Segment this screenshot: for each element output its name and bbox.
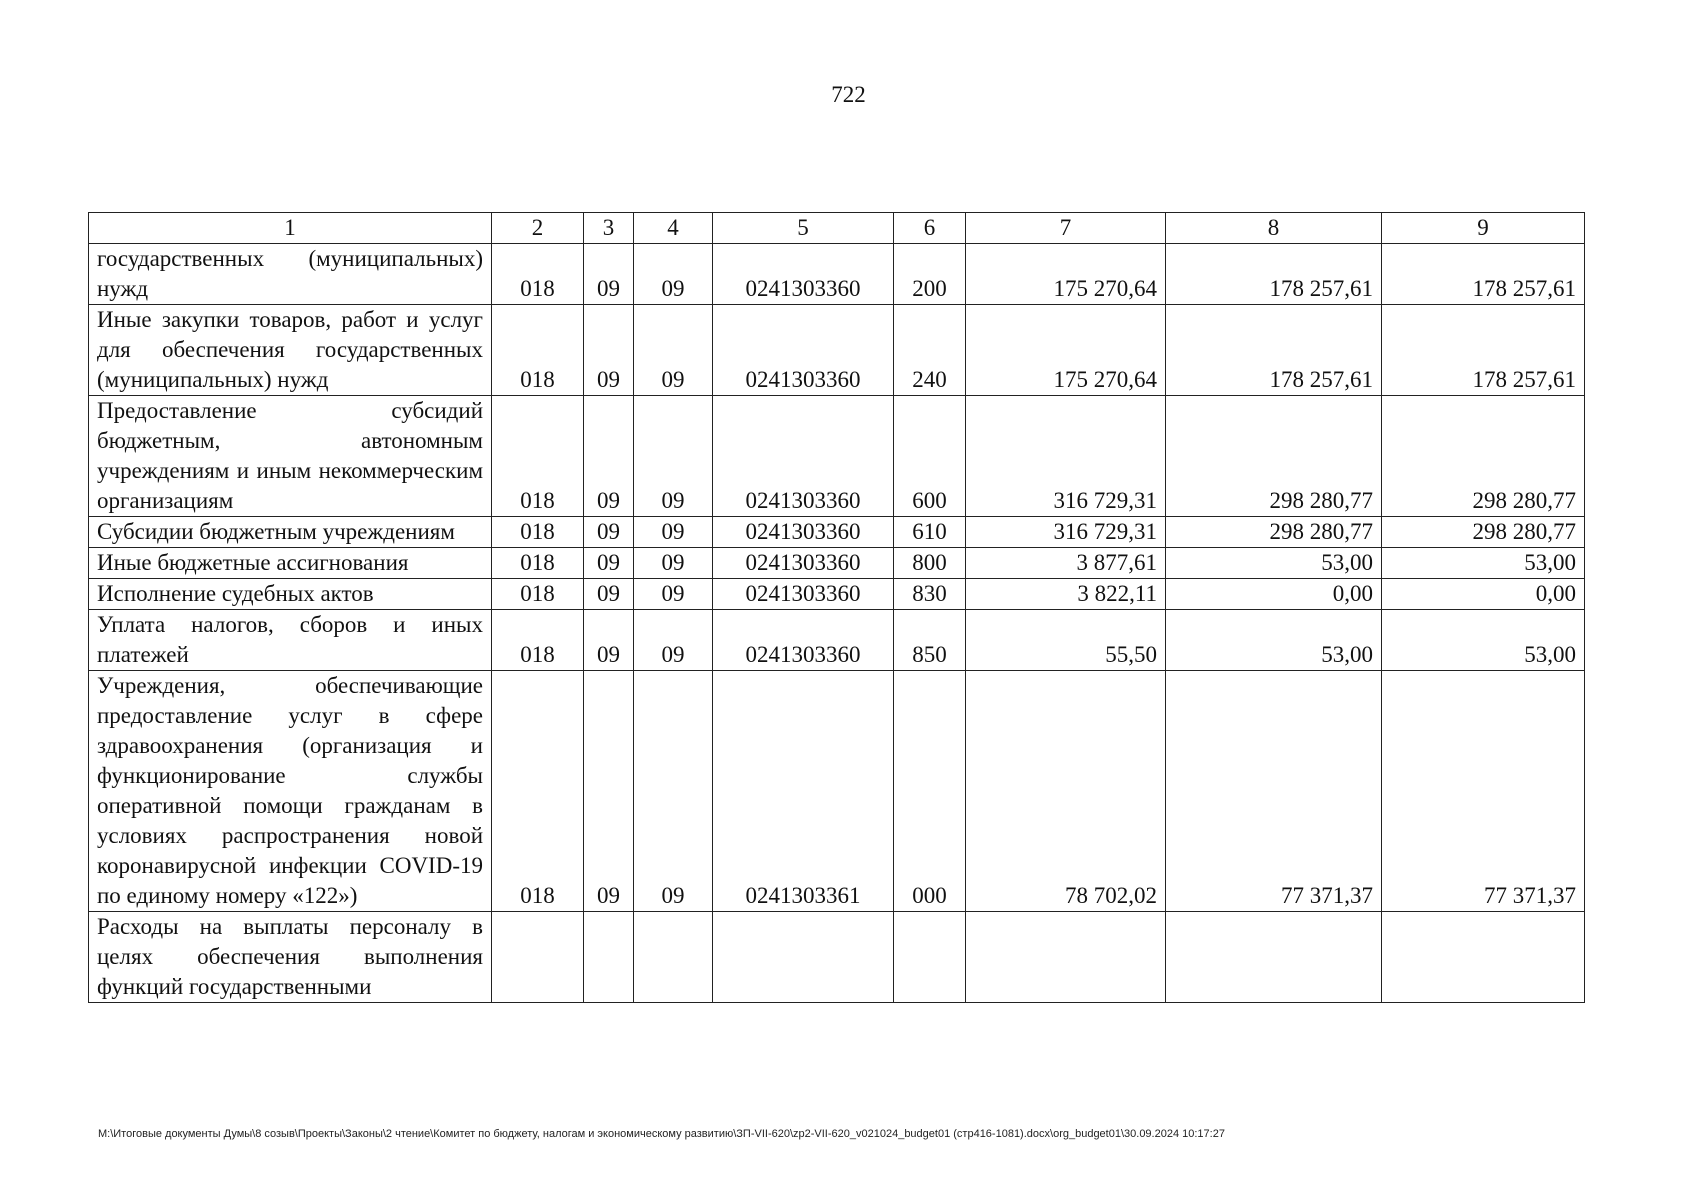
row-code-c: 09 bbox=[634, 671, 713, 912]
row-code-b: 09 bbox=[584, 579, 634, 610]
row-type-code: 240 bbox=[894, 305, 966, 396]
row-code-a: 018 bbox=[492, 548, 584, 579]
row-code-b: 09 bbox=[584, 517, 634, 548]
row-value-3: 298 280,77 bbox=[1382, 517, 1585, 548]
table-row bbox=[89, 305, 1585, 396]
row-value-3: 53,00 bbox=[1382, 610, 1585, 671]
row-target-code: 0241303360 bbox=[713, 244, 894, 305]
row-code-c: 09 bbox=[634, 396, 713, 517]
table-row bbox=[89, 396, 1585, 517]
row-value-1: 316 729,31 bbox=[966, 517, 1166, 548]
table-row bbox=[89, 912, 1585, 1003]
row-type-code: 600 bbox=[894, 396, 966, 517]
row-description: Учреждения, обеспечивающие предоставление услуг в сфере здравоохранения (организация и функционирование службы оперативной помощи гражданам в условиях распространения новой коронавирусной инфекции COVID-19 по единому номеру «122») bbox=[89, 671, 492, 912]
row-value-1: 3 877,61 bbox=[966, 548, 1166, 579]
row-code-b: 09 bbox=[584, 396, 634, 517]
row-value-1 bbox=[966, 912, 1166, 1003]
row-description: Исполнение судебных актов bbox=[89, 579, 492, 610]
row-value-2: 298 280,77 bbox=[1166, 517, 1382, 548]
row-value-1: 55,50 bbox=[966, 610, 1166, 671]
header-cell: 2 bbox=[492, 213, 584, 244]
row-code-b bbox=[584, 912, 634, 1003]
header-cell: 8 bbox=[1166, 213, 1382, 244]
row-value-1: 316 729,31 bbox=[966, 396, 1166, 517]
document-file-path: M:\Итоговые документы Думы\8 созыв\Проекты\Законы\2 чтение\Комитет по бюджету, налогам и экономическому развитию\ЗП-VII-620\zp2-VII-620_v021024_budget01 (стр416-1081).docx\org_budget01\30.09.2024 10:17:27 bbox=[98, 1128, 1225, 1140]
row-target-code: 0241303360 bbox=[713, 396, 894, 517]
row-code-a: 018 bbox=[492, 671, 584, 912]
row-value-2: 0,00 bbox=[1166, 579, 1382, 610]
row-code-a: 018 bbox=[492, 244, 584, 305]
row-value-1: 78 702,02 bbox=[966, 671, 1166, 912]
row-value-1: 175 270,64 bbox=[966, 244, 1166, 305]
row-code-a: 018 bbox=[492, 517, 584, 548]
row-target-code bbox=[713, 912, 894, 1003]
row-value-3: 53,00 bbox=[1382, 548, 1585, 579]
row-value-3 bbox=[1382, 912, 1585, 1003]
row-value-2: 298 280,77 bbox=[1166, 396, 1382, 517]
header-row bbox=[89, 213, 1585, 244]
header-cell: 3 bbox=[584, 213, 634, 244]
row-code-b: 09 bbox=[584, 671, 634, 912]
row-code-b: 09 bbox=[584, 548, 634, 579]
row-value-3: 178 257,61 bbox=[1382, 305, 1585, 396]
table-row bbox=[89, 610, 1585, 671]
row-target-code: 0241303360 bbox=[713, 305, 894, 396]
row-value-2: 53,00 bbox=[1166, 548, 1382, 579]
row-code-c: 09 bbox=[634, 305, 713, 396]
row-value-3: 178 257,61 bbox=[1382, 244, 1585, 305]
row-description: Уплата налогов, сборов и иных платежей bbox=[89, 610, 492, 671]
page-number: 722 bbox=[831, 82, 866, 107]
row-description: Иные закупки товаров, работ и услуг для обеспечения государственных (муниципальных) нужд bbox=[89, 305, 492, 396]
header-cell: 1 bbox=[89, 213, 492, 244]
row-code-c: 09 bbox=[634, 517, 713, 548]
table-row bbox=[89, 548, 1585, 579]
row-value-1: 3 822,11 bbox=[966, 579, 1166, 610]
header-cell: 7 bbox=[966, 213, 1166, 244]
row-code-c bbox=[634, 912, 713, 1003]
row-code-c: 09 bbox=[634, 610, 713, 671]
row-description: государственных (муниципальных) нужд bbox=[89, 244, 492, 305]
row-value-2: 178 257,61 bbox=[1166, 305, 1382, 396]
table-row bbox=[89, 517, 1585, 548]
row-code-c: 09 bbox=[634, 579, 713, 610]
row-value-3: 298 280,77 bbox=[1382, 396, 1585, 517]
header-cell: 6 bbox=[894, 213, 966, 244]
row-description: Иные бюджетные ассигнования bbox=[89, 548, 492, 579]
row-value-2: 53,00 bbox=[1166, 610, 1382, 671]
row-value-2: 178 257,61 bbox=[1166, 244, 1382, 305]
budget-table bbox=[88, 212, 1585, 1003]
row-code-a: 018 bbox=[492, 579, 584, 610]
row-description: Субсидии бюджетным учреждениям bbox=[89, 517, 492, 548]
row-code-b: 09 bbox=[584, 305, 634, 396]
row-target-code: 0241303360 bbox=[713, 548, 894, 579]
header-cell: 9 bbox=[1382, 213, 1585, 244]
row-type-code: 000 bbox=[894, 671, 966, 912]
row-type-code: 610 bbox=[894, 517, 966, 548]
row-code-a: 018 bbox=[492, 305, 584, 396]
row-target-code: 0241303360 bbox=[713, 517, 894, 548]
row-type-code: 830 bbox=[894, 579, 966, 610]
table-row bbox=[89, 244, 1585, 305]
row-type-code: 850 bbox=[894, 610, 966, 671]
row-code-b: 09 bbox=[584, 610, 634, 671]
row-target-code: 0241303361 bbox=[713, 671, 894, 912]
row-code-c: 09 bbox=[634, 548, 713, 579]
header-cell: 5 bbox=[713, 213, 894, 244]
row-code-a: 018 bbox=[492, 610, 584, 671]
row-code-a: 018 bbox=[492, 396, 584, 517]
row-value-2: 77 371,37 bbox=[1166, 671, 1382, 912]
row-type-code: 800 bbox=[894, 548, 966, 579]
row-description: Расходы на выплаты персоналу в целях обеспечения выполнения функций государственными bbox=[89, 912, 492, 1003]
row-code-a bbox=[492, 912, 584, 1003]
row-code-c: 09 bbox=[634, 244, 713, 305]
row-target-code: 0241303360 bbox=[713, 610, 894, 671]
row-value-3: 77 371,37 bbox=[1382, 671, 1585, 912]
row-code-b: 09 bbox=[584, 244, 634, 305]
table-row bbox=[89, 671, 1585, 912]
row-value-2 bbox=[1166, 912, 1382, 1003]
row-value-3: 0,00 bbox=[1382, 579, 1585, 610]
row-type-code: 200 bbox=[894, 244, 966, 305]
row-value-1: 175 270,64 bbox=[966, 305, 1166, 396]
header-cell: 4 bbox=[634, 213, 713, 244]
row-target-code: 0241303360 bbox=[713, 579, 894, 610]
row-type-code bbox=[894, 912, 966, 1003]
row-description: Предоставление субсидий бюджетным, автономным учреждениям и иным некоммерческим организациям bbox=[89, 396, 492, 517]
table-row bbox=[89, 579, 1585, 610]
